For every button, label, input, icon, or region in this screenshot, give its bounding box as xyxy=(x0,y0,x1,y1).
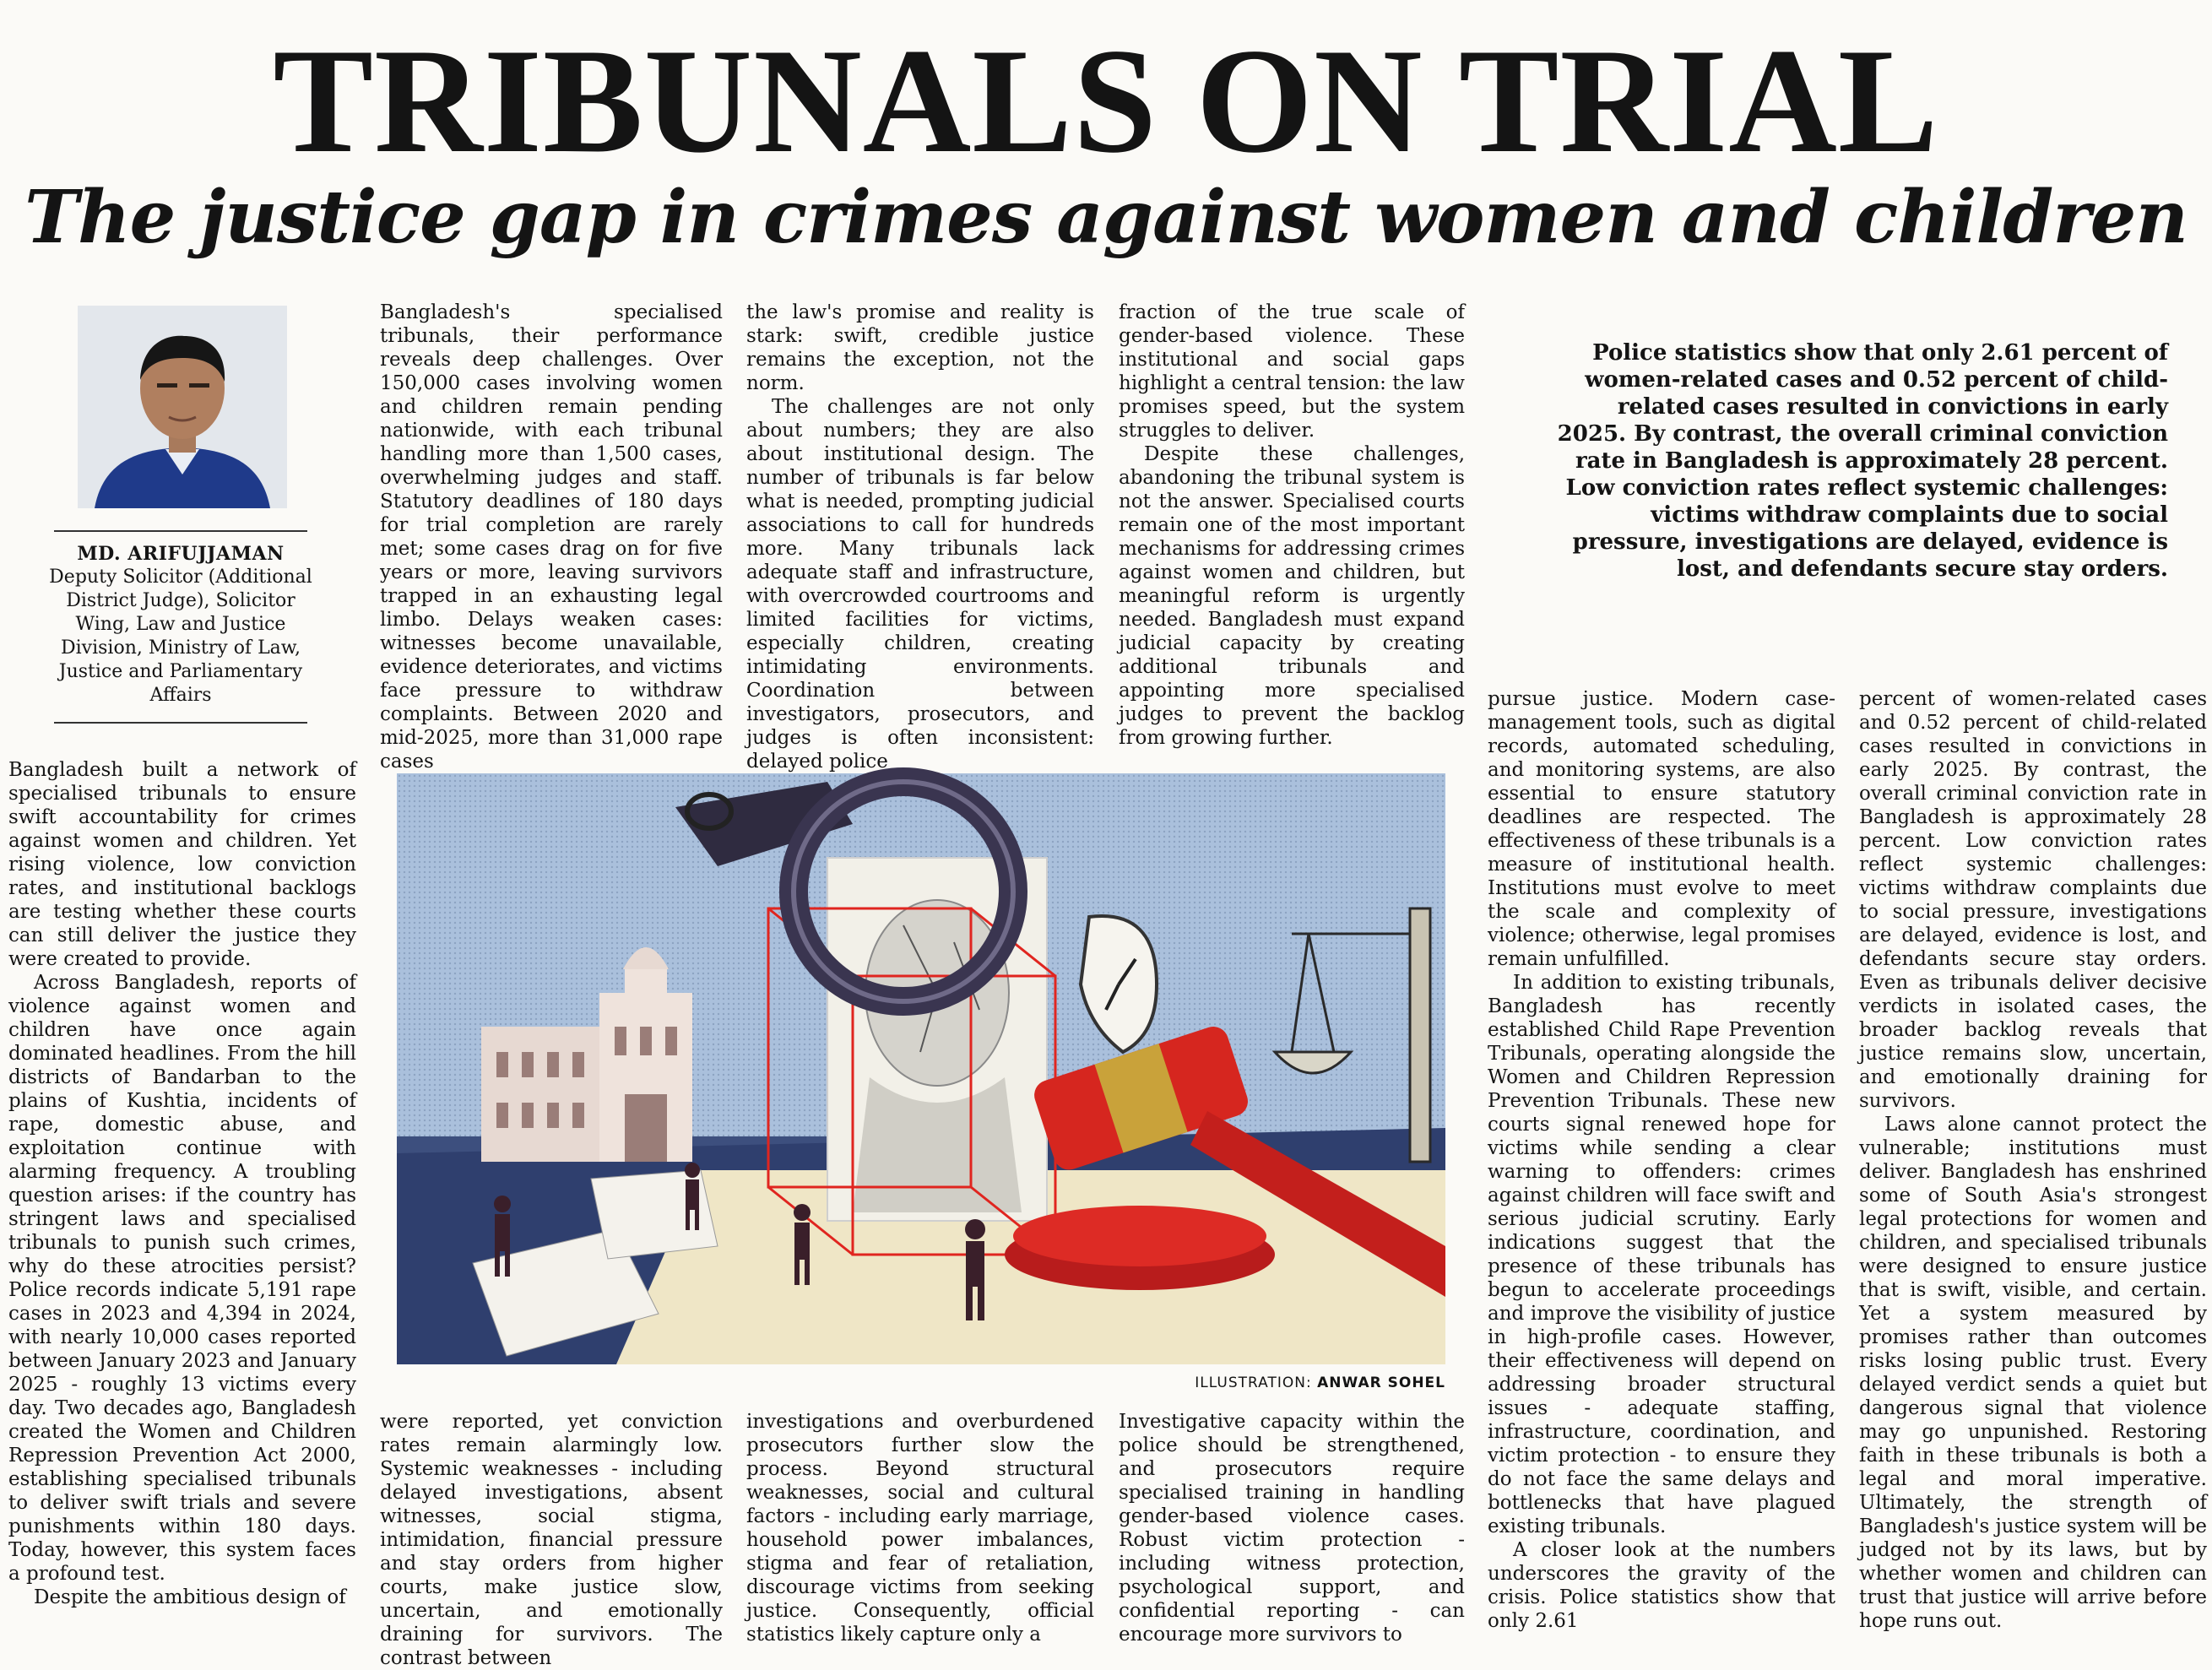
paragraph: In addition to existing tribunals, Bangladesh has recently established Child Rape Prevention Tribunals, operating alongside the Women and Children Repression Prevention Tribunals. These new courts signal renewed hope for victims while sending a clear warning to offenders: crimes against children will face swift and serious judicial scrutiny. Early indications suggest that the presence of these tribunals has begun to accelerate proceedings and improve the visibility of justice in high-profile cases. However, their effectiveness will depend on addressing broader structural issues - adequate staffing, infrastructure, coordination, and victim protection - to ensure they do not face the same delays and bottlenecks that have plagued existing tribunals. xyxy=(1488,972,1835,1537)
column-2-top xyxy=(380,301,723,773)
paragraph: Bangladesh built a network of specialised tribunals to ensure swift accountability for crimes against women and children. Yet rising violence, low conviction rates, and institutional backlogs are testing whether these courts can still deliver the justice they were created to provide. xyxy=(8,759,356,970)
author-title: Deputy Solicitor (Additional District Judge), Solicitor Wing, Law and Justice Division, Ministry of Law, Justice and Parliamentary Affairs xyxy=(49,567,312,706)
author-rule-top xyxy=(54,530,307,532)
paragraph: investigations and overburdened prosecutors further slow the process. Beyond structural weaknesses, social and cultural factors - including early marriage, household power imbalances, stigma and fear of retaliation, discourage victims from seeking justice. Consequently, official statistics likely capture only a xyxy=(746,1411,1094,1646)
paragraph: Across Bangladesh, reports of violence against women and children have once again dominated headlines. From the hill districts of Bandarban to the plains of Kushtia, incidents of rape, domestic abuse, and exploitation continue with alarming frequency. A troubling question arises: if the country has stringent laws and specialised tribunals to punish such crimes, why do these atrocities persist? Police records indicate 5,191 rape cases in 2023 and 4,394 in 2024, with nearly 10,000 cases reported between January 2023 and January 2025 - roughly 13 victims every day. Two decades ago, Bangladesh created the Women and Children Repression Prevention Act 2000, establishing specialised tribunals to deliver swift trials and severe punishments within 180 days. Today, however, this system faces a profound test. xyxy=(8,972,356,1585)
paragraph: the law's promise and reality is stark: swift, credible justice remains the exception, not the norm. xyxy=(746,301,1094,394)
paragraph: fraction of the true scale of gender-based violence. These institutional and social gaps highlight a central tension: the law promises speed, but the system struggles to deliver. xyxy=(1119,301,1465,442)
paragraph: Despite these challenges, abandoning the tribunal system is not the answer. Specialised courts remain one of the most important mechanisms for addressing crimes against women and children, but meaningful reform is urgently needed. Bangladesh must expand judicial capacity by creating additional tribunals and appointing more specialised judges to prevent the backlog from growing further. xyxy=(1119,443,1465,749)
author-photo xyxy=(78,306,287,508)
column-1 xyxy=(8,758,356,1645)
column-4-top xyxy=(1119,301,1465,749)
paragraph: Investigative capacity within the police should be strengthened, and prosecutors require specialised training in handling gender-based violence cases. Robust victim protection - including witness protection, psychological support, and confidential reporting - can encourage more survivors to xyxy=(1119,1411,1465,1646)
paragraph: Laws alone cannot protect the vulnerable; institutions must deliver. Bangladesh has enshrined some of South Asia's strongest legal protections for women and children, and specialised tribunals were designed to ensure justice that is swift, visible, and certain. Yet a system measured by promises rather than outcomes risks losing public trust. Every delayed verdict sends a quiet but dangerous signal that violence may go unpunished. Restoring faith in these tribunals is both a legal and moral imperative. Ultimately, the strength of Bangladesh's justice system will be judged not by its laws, but by whether women and children can trust that justice will arrive before hope runs out. xyxy=(1859,1114,2207,1632)
credit-name: ANWAR SOHEL xyxy=(1317,1374,1445,1391)
paragraph: Despite the ambitious design of xyxy=(34,1586,346,1608)
illustration-credit xyxy=(1081,1374,1445,1391)
pull-quote: Police statistics show that only 2.61 percent of women-related cases and 0.52 percent of child-related cases resulted in convictions in early 2025. By contrast, the overall criminal conviction rate in Bangladesh is approximately 28 percent. Low conviction rates reflect systemic challenges: victims withdraw complaints due to social pressure, investigations are delayed, evidence is lost, and defendants secure stay orders. xyxy=(1557,340,2168,582)
author-byline xyxy=(47,542,314,708)
paragraph: A closer look at the numbers underscores the gravity of the crisis. Police statistics show that only 2.61 xyxy=(1488,1539,1835,1632)
author-name: MD. ARIFUJJAMAN xyxy=(77,543,285,565)
paragraph: were reported, yet conviction rates remain alarmingly low. Systemic weaknesses - including delayed investigations, absent witnesses, social stigma, intimidation, financial pressure and stay orders from higher courts, make justice slow, uncertain, and emotionally draining for survivors. The contrast between xyxy=(380,1411,723,1669)
paragraph: The challenges are not only about numbers; they are also about institutional design. The number of tribunals is far below what is needed, prompting judicial associations to call for hundreds more. Many tribunals lack adequate staff and infrastructure, with overcrowded courtrooms and limited facilities for victims, especially children, creating intimidating environments. Coordination between investigators, prosecutors, and judges is often inconsistent: delayed police xyxy=(746,396,1094,773)
column-5 xyxy=(1488,687,1835,1650)
column-6 xyxy=(1859,687,2207,1650)
column-3-bottom xyxy=(746,1410,1094,1651)
column-2-bottom xyxy=(380,1410,723,1669)
illustration xyxy=(397,773,1445,1364)
paragraph: Bangladesh's specialised tribunals, their performance reveals deep challenges. Over 150,000 cases involving women and children remain pending nationwide, with each tribunal handling more than 1,500 cases, overwhelming judges and staff. Statutory deadlines of 180 days for trial completion are rarely met; some cases drag on for five years or more, leaving survivors trapped in an exhausting legal limbo. Delays weaken cases: witnesses become unavailable, evidence deteriorates, and victims face pressure to withdraw complaints. Between 2020 and mid-2025, more than 31,000 rape cases xyxy=(380,301,723,773)
credit-label: ILLUSTRATION: xyxy=(1195,1374,1312,1391)
author-rule-bottom xyxy=(54,722,307,724)
column-4-bottom xyxy=(1119,1410,1465,1651)
column-3-top xyxy=(746,301,1094,773)
subheadline: The justice gap in crimes against women and children xyxy=(24,175,2188,260)
headline: TRIBUNALS ON TRIAL xyxy=(273,17,1939,184)
paragraph: percent of women-related cases and 0.52 percent of child-related cases resulted in convictions in early 2025. By contrast, the overall criminal conviction rate in Bangladesh is approximately 28 percent. Low conviction rates reflect systemic challenges: victims withdraw complaints due to social pressure, investigations are delayed, evidence is lost, and defendants secure stay orders. Even as tribunals deliver decisive verdicts in isolated cases, the broader backlog reveals that justice remains slow, uncertain, and emotionally draining for survivors. xyxy=(1859,688,2207,1112)
paragraph: pursue justice. Modern case-management tools, such as digital records, automated scheduling, and monitoring systems, are also essential to ensure statutory deadlines are respected. The effectiveness of these tribunals is a measure of institutional health. Institutions must evolve to meet the scale and complexity of violence; otherwise, legal promises remain unfulfilled. xyxy=(1488,688,1835,970)
